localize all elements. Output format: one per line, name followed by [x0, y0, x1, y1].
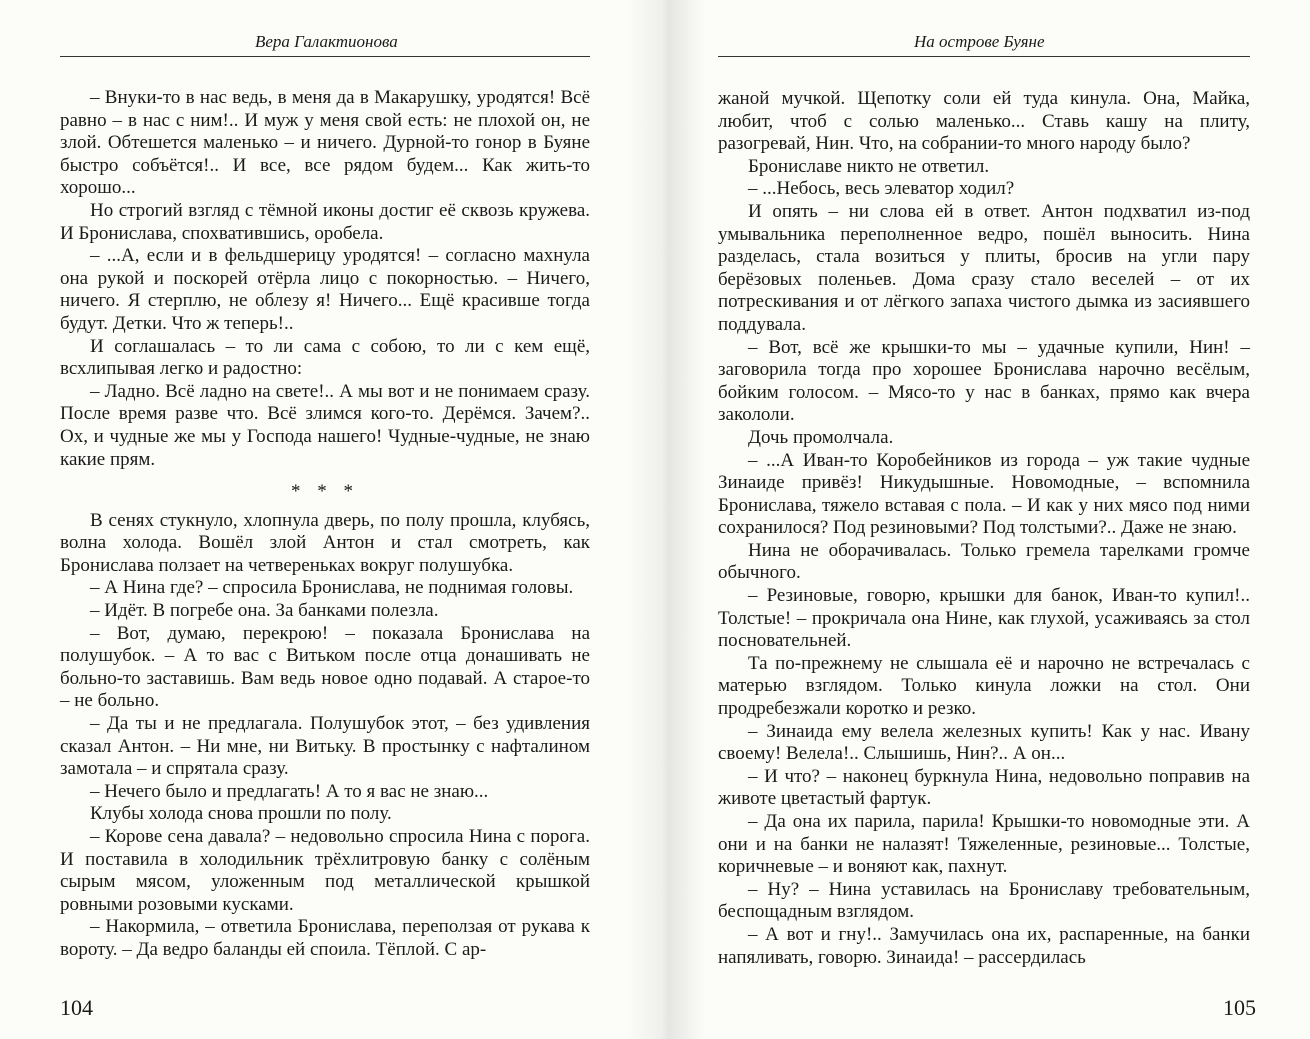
paragraph: – Вот, всё же крышки-то мы – удачные купили, Нин! – заговорила тогда про хорошее Бронислава нарочно весёлым, бойким голосом. – Мясо-то у нас в банках, прямо как вчера закололи. — [718, 336, 1250, 426]
paragraph: И опять – ни слова ей в ответ. Антон подхватил из-под умывальника переполненное ведро, пошёл выносить. Нина разделась, стала возиться у плиты, бросив на угли пару берёзовых поленьев. Дома сразу стало веселей – от их потрескивания и от лёгкого запаха чистого дымка из засиявшего поддувала. — [718, 200, 1250, 335]
paragraph: Та по-прежнему не слышала её и нарочно не встречалась с матерью взглядом. Только кинула ложки на стол. Они продребезжали коротко и резко. — [718, 652, 1250, 720]
paragraph: Дочь промолчала. — [748, 426, 894, 448]
paragraph: – Корове сена давала? – недовольно спросила Нина с порога. И поставила в холодильник трёхлитровую банку с солёным сырым мясом, уложенным под металлической крышкой ровными розовыми кусками. — [60, 826, 590, 915]
right-body-text — [718, 88, 1250, 969]
paragraph: – Ну? – Нина уставилась на Брониславу требовательным, беспощадным взглядом. — [718, 878, 1250, 923]
paragraph: – Нечего было и предлагать! А то я вас не знаю... — [90, 780, 489, 802]
paragraph: Нина не оборачивалась. Только гремела тарелками громче обычного. — [718, 539, 1250, 584]
paragraph: – ...Небось, весь элеватор ходил? — [748, 178, 1015, 200]
left-running-head: Вера Галактионова — [60, 32, 590, 57]
left-body-text — [60, 87, 590, 962]
paragraph: – Внуки-то в нас ведь, в меня да в Макарушку, уродятся! Всё равно – в нас с ним!.. И муж у меня свой есть: не плохой он, не злой. Обтешется маленько – и ничего. Дурной-то гонор в Буяне быстро собъётся!.. И все, все рядом будем... Как жить-то хорошо... — [60, 87, 590, 199]
paragraph: – Идёт. В погребе она. За банками полезла. — [90, 600, 439, 622]
right-page-number: 105 — [1223, 995, 1256, 1020]
paragraph: – И что? – наконец буркнула Нина, недовольно поправив на животе цветастый фартук. — [718, 765, 1250, 810]
paragraph: – Да она их парила, парила! Крышки-то новомодные эти. А они и на банки не налазят! Тяжеленные, резиновые... Толстые, коричневые – и воняют как, пахнут. — [718, 811, 1250, 878]
paragraph: – А Нина где? – спросила Бронислава, не поднимая головы. — [90, 577, 574, 599]
paragraph: И соглашалась – то ли сама с собою, то ли с кем ещё, всхлипывая легко и радостно: — [60, 335, 590, 380]
left-page-number: 104 — [60, 995, 93, 1020]
section-break: * * * — [291, 481, 359, 503]
paragraph: В сенях стукнуло, хлопнула дверь, по полу прошла, клубясь, волна холода. Вошёл злой Антон и стал смотреть, как Бронислава ползает на четвереньках вокруг полушубка. — [60, 509, 590, 576]
paragraph: – Ладно. Всё ладно на свете!.. А мы вот и не понимаем сразу. После время разве что. Всё злимся кого-то. Дерёмся. Зачем?.. Ох, и чудные же мы у Господа нашего! Чудные-чудные, не знаю какие прям. — [60, 380, 590, 470]
paragraph: – ...А, если и в фельдшерицу уродятся! – согласно махнула она рукой и поскорей отёрла лицо с покорностью. – Ничего, ничего. Я стерплю, не облезу я! Ничего... Ещё красивше тогда будут. Детки. Что ж теперь!.. — [60, 245, 590, 334]
paragraph: Клубы холода снова прошли по полу. — [90, 803, 392, 825]
book-gutter — [625, 0, 705, 1039]
paragraph: – Накормила, – ответила Бронислава, переползая от рукава к вороту. – Да ведро баланды ей споила. Тёплой. С ар- — [60, 916, 590, 960]
paragraph: жаной мучкой. Щепотку соли ей туда кинула. Она, Майка, любит, чтоб с солью маленько... Ставь кашу на плиту, разогревай, Нин. Что, на собрании-то много народу было? — [718, 88, 1250, 155]
paragraph: – А вот и гну!.. Замучилась она их, распаренные, на банки напяливать, говорю. Зинаида! – рассердилась — [718, 923, 1250, 968]
paragraph: – ...А Иван-то Коробейников из города – уж такие чудные Зинаиде привёз! Никудышные. Новомодные, – вспомнила Бронислава, тяжело вставая с пола. – И как у них мясо под ними сохранилося? Под резиновыми? Под толстыми?.. Даже не знаю. — [718, 449, 1250, 539]
paragraph: Брониславе никто не ответил. — [748, 155, 990, 177]
paragraph: Но строгий взгляд с тёмной иконы достиг её сквозь кружева. И Бронислава, спохватившись, оробела. — [60, 199, 590, 244]
paragraph: – Зинаида ему велела железных купить! Как у нас. Ивану своему! Велела!.. Слышишь, Нин?.. А он... — [718, 720, 1250, 765]
paragraph: – Вот, думаю, перекрою! – показала Бронислава на полушубок. – А то вас с Витьком после отца донашивать не больно-то заставишь. Вам ведь новое одно подавай. А старое-то – не больно. — [60, 622, 590, 712]
right-running-head: На острове Буяне — [718, 32, 1250, 57]
paragraph: – Резиновые, говорю, крышки для банок, Иван-то купил!.. Толстые! – прокричала она Нине, как глухой, усаживаясь за стол посновательней. — [718, 585, 1250, 652]
paragraph: – Да ты и не предлагала. Полушубок этот, – без удивления сказал Антон. – Ни мне, ни Витьку. В простынку с нафталином замотала – и спрятала сразу. — [60, 713, 590, 780]
